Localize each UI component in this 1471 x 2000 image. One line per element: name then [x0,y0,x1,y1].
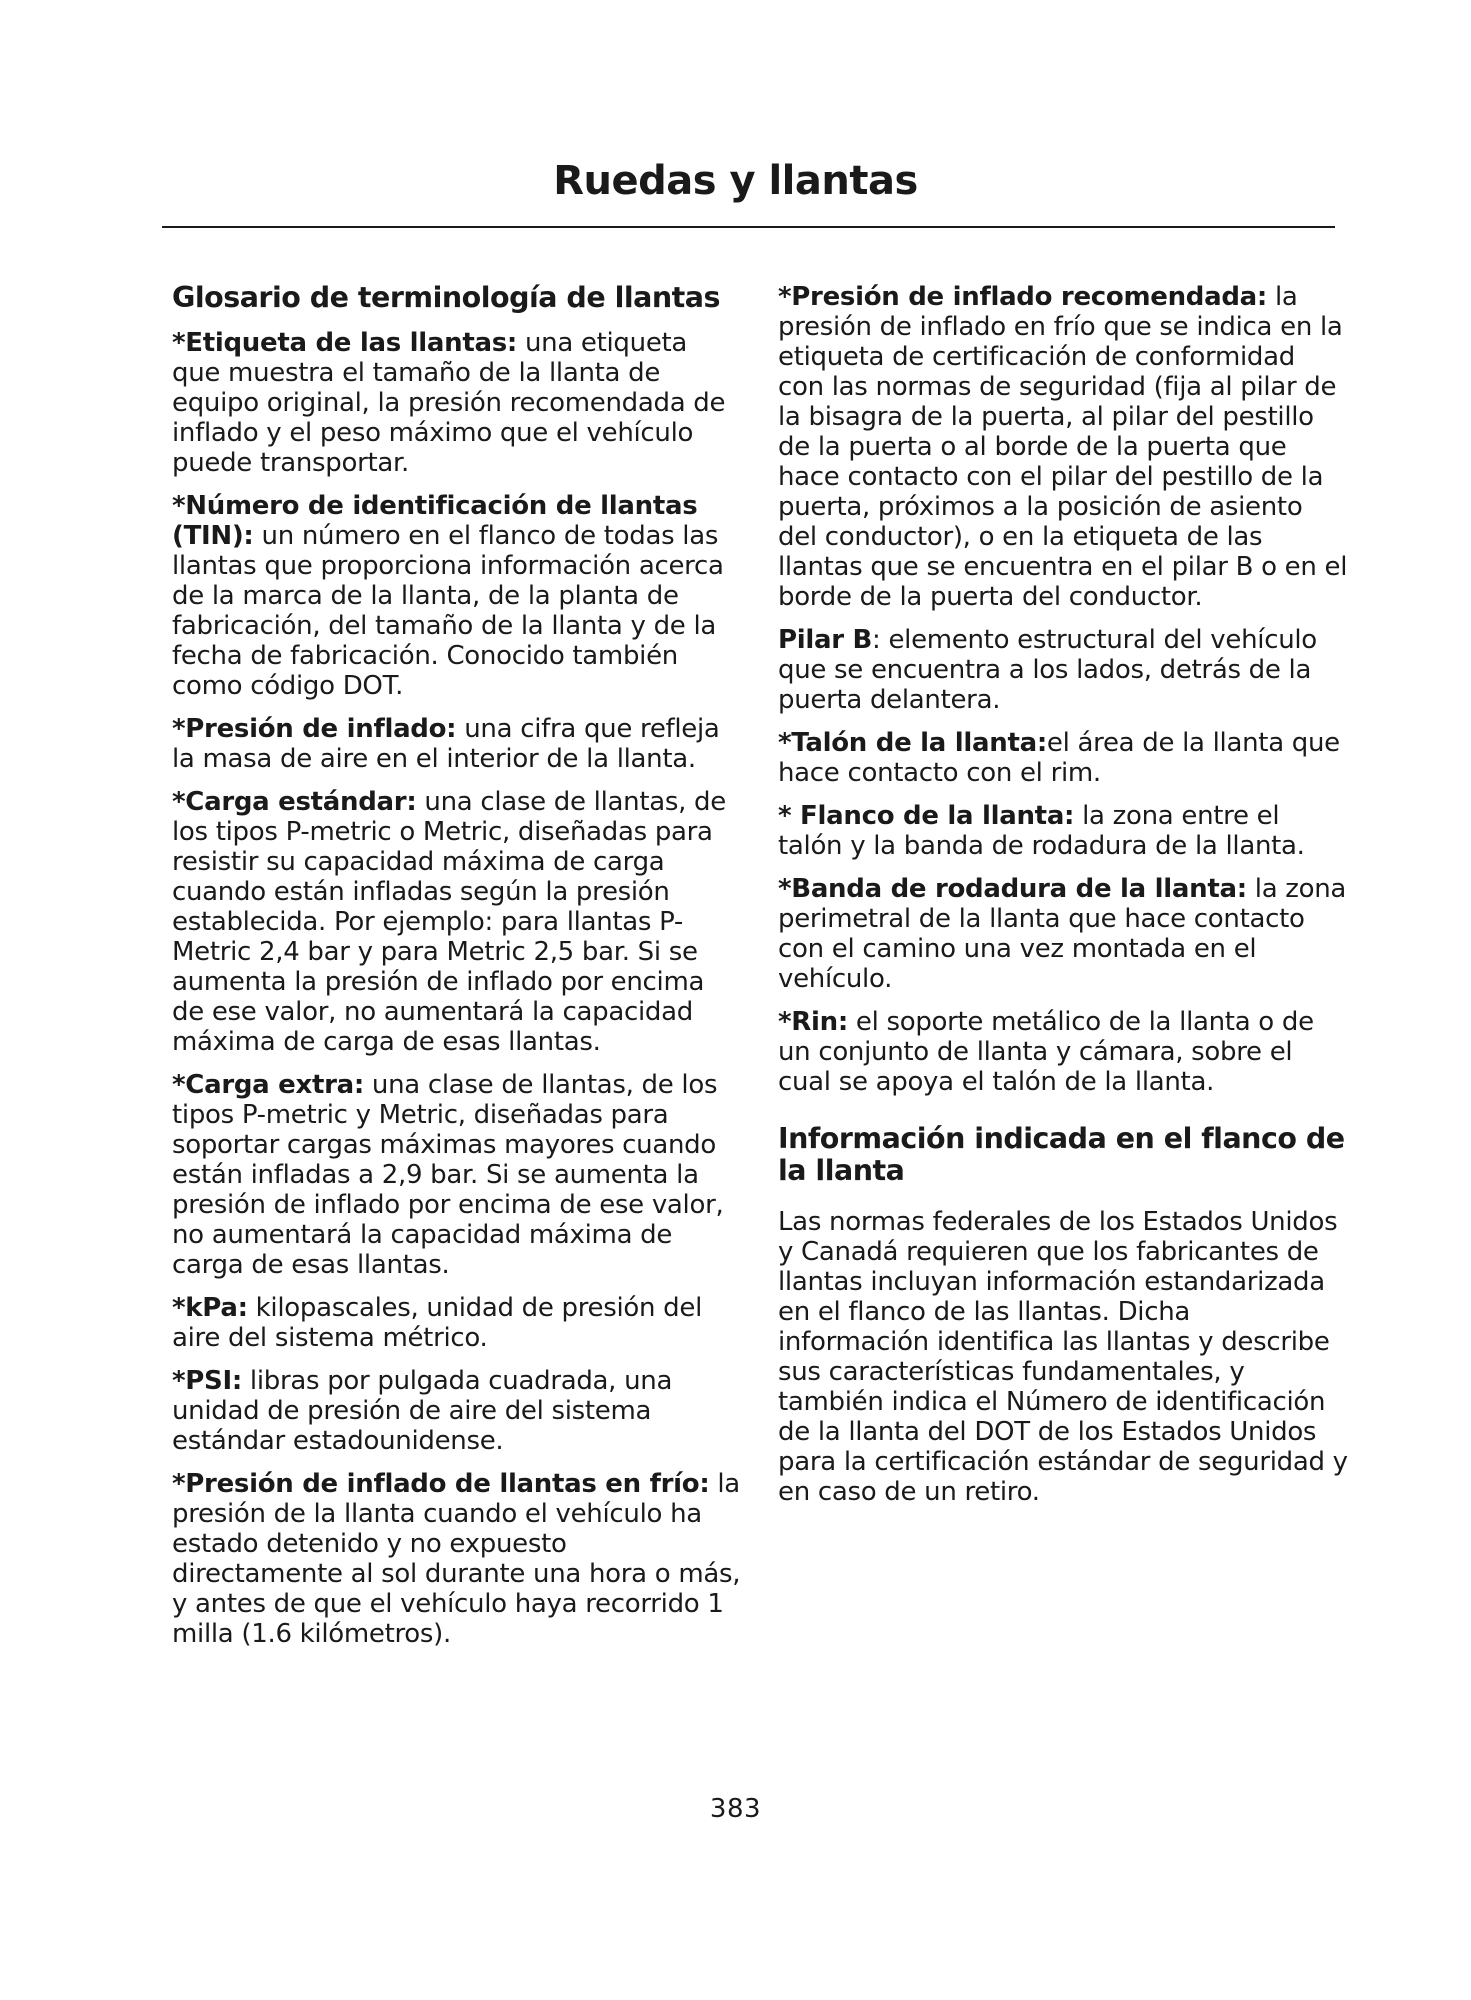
glossary-term: * Flanco de la llanta: [778,801,1075,831]
glossary-term: *kPa: [172,1293,248,1323]
glossary-definition: : elemento estructural del vehículo que se encuentra a los lados, detrás de la puerta delantera. [778,625,1317,715]
glossary-definition: el soporte metálico de la llanta o de un conjunto de llanta y cámara, sobre el cual se apoya el talón de la llanta. [778,1007,1314,1097]
glossary-term: *Etiqueta de las llantas: [172,328,517,358]
glossary-term: *Presión de inflado: [172,714,457,744]
right-column [778,282,1348,1507]
glossary-entry [172,1070,742,1280]
glossary-term: *Carga extra: [172,1070,364,1100]
glossary-definition: kilopascales, unidad de presión del aire del sistema métrico. [172,1293,702,1353]
glossary-definition: la presión de inflado en frío que se indica en la etiqueta de certificación de conformidad con las normas de seguridad (fija al pilar de la bisagra de la puerta, al pilar del pestillo de la puerta o al borde de la puerta que hace contacto con el pilar del pestillo de la puerta, próximos a la posición de asiento del conductor), o en la etiqueta de las llantas que se encuentra en el pilar B o en el borde de la puerta del conductor. [778,282,1348,612]
glossary-definition: una clase de llantas, de los tipos P-metric y Metric, diseñadas para soportar cargas máximas mayores cuando están infladas a 2,9 bar. Si se aumenta la presión de inflado por encima de ese valor, no aumentará la capacidad máxima de carga de esas llantas. [172,1070,724,1280]
glossary-entry [172,1293,742,1353]
page-title: Ruedas y llantas [553,158,918,204]
glossary-heading: Glosario de terminología de llantas [172,281,720,314]
glossary-term: *Banda de rodadura de la llanta: [778,874,1247,904]
glossary-entry [778,282,1348,612]
glossary-entry [172,787,742,1057]
sidewall-info-body: Las normas federales de los Estados Unidos y Canadá requieren que los fabricantes de llantas incluyan información estandarizada en el flanco de las llantas. Dicha información identifica las llantas y describe sus características fundamentales, y también indica el Número de identificación de la llanta del DOT de los Estados Unidos para la certificación estándar de seguridad y en caso de un retiro. [778,1207,1348,1507]
glossary-definition: el área de la llanta que hace contacto con el rim. [778,728,1340,788]
glossary-term: *Presión de inflado recomendada: [778,282,1268,312]
glossary-entry [172,328,742,478]
glossary-entry [172,1469,742,1649]
glossary-definition: la presión de la llanta cuando el vehículo ha estado detenido y no expuesto directamente al sol durante una hora o más, y antes de que el vehículo haya recorrido 1 milla (1.6 kilómetros). [172,1469,741,1649]
glossary-term: *Presión de inflado de llantas en frío: [172,1469,710,1499]
glossary-term: *Talón de la llanta: [778,728,1047,758]
glossary-term: *Número de identificación de llantas (TIN): [172,491,698,551]
glossary-term: *Carga estándar: [172,787,417,817]
glossary-entry [172,714,742,774]
glossary-entry [172,1366,742,1456]
title-divider [162,226,1335,228]
glossary-definition: una etiqueta que muestra el tamaño de la llanta de equipo original, la presión recomendada de inflado y el peso máximo que el vehículo puede transportar. [172,328,726,478]
left-column [172,282,742,1662]
glossary-term: Pilar B [778,625,873,655]
glossary-definition: libras por pulgada cuadrada, una unidad de presión de aire del sistema estándar estadounidense. [172,1366,673,1456]
glossary-entry [778,625,1348,715]
page-number: 383 [709,1794,762,1824]
glossary-entry [778,874,1348,994]
glossary-entry [778,1007,1348,1097]
glossary-term: *Rin: [778,1007,848,1037]
glossary-definition: un número en el flanco de todas las llantas que proporciona información acerca de la marca de la llanta, de la planta de fabricación, del tamaño de la llanta y de la fecha de fabricación. Conocido también como código DOT. [172,521,724,701]
glossary-definition: una clase de llantas, de los tipos P-metric o Metric, diseñadas para resistir su capacidad máxima de carga cuando están infladas según la presión establecida. Por ejemplo: para llantas P-Metric 2,4 bar y para Metric 2,5 bar. Si se aumenta la presión de inflado por encima de ese valor, no aumentará la capacidad máxima de carga de esas llantas. [172,787,726,1057]
glossary-entry [778,801,1348,861]
glossary-entry [172,491,742,701]
glossary-definition: una cifra que refleja la masa de aire en el interior de la llanta. [172,714,720,774]
sidewall-info-heading: Información indicada en el flanco de la llanta [778,1122,1345,1187]
glossary-definition: la zona perimetral de la llanta que hace contacto con el camino una vez montada en el vehículo. [778,874,1347,994]
glossary-definition: la zona entre el talón y la banda de rodadura de la llanta. [778,801,1305,861]
glossary-entry [778,728,1348,788]
glossary-term: *PSI: [172,1366,242,1396]
